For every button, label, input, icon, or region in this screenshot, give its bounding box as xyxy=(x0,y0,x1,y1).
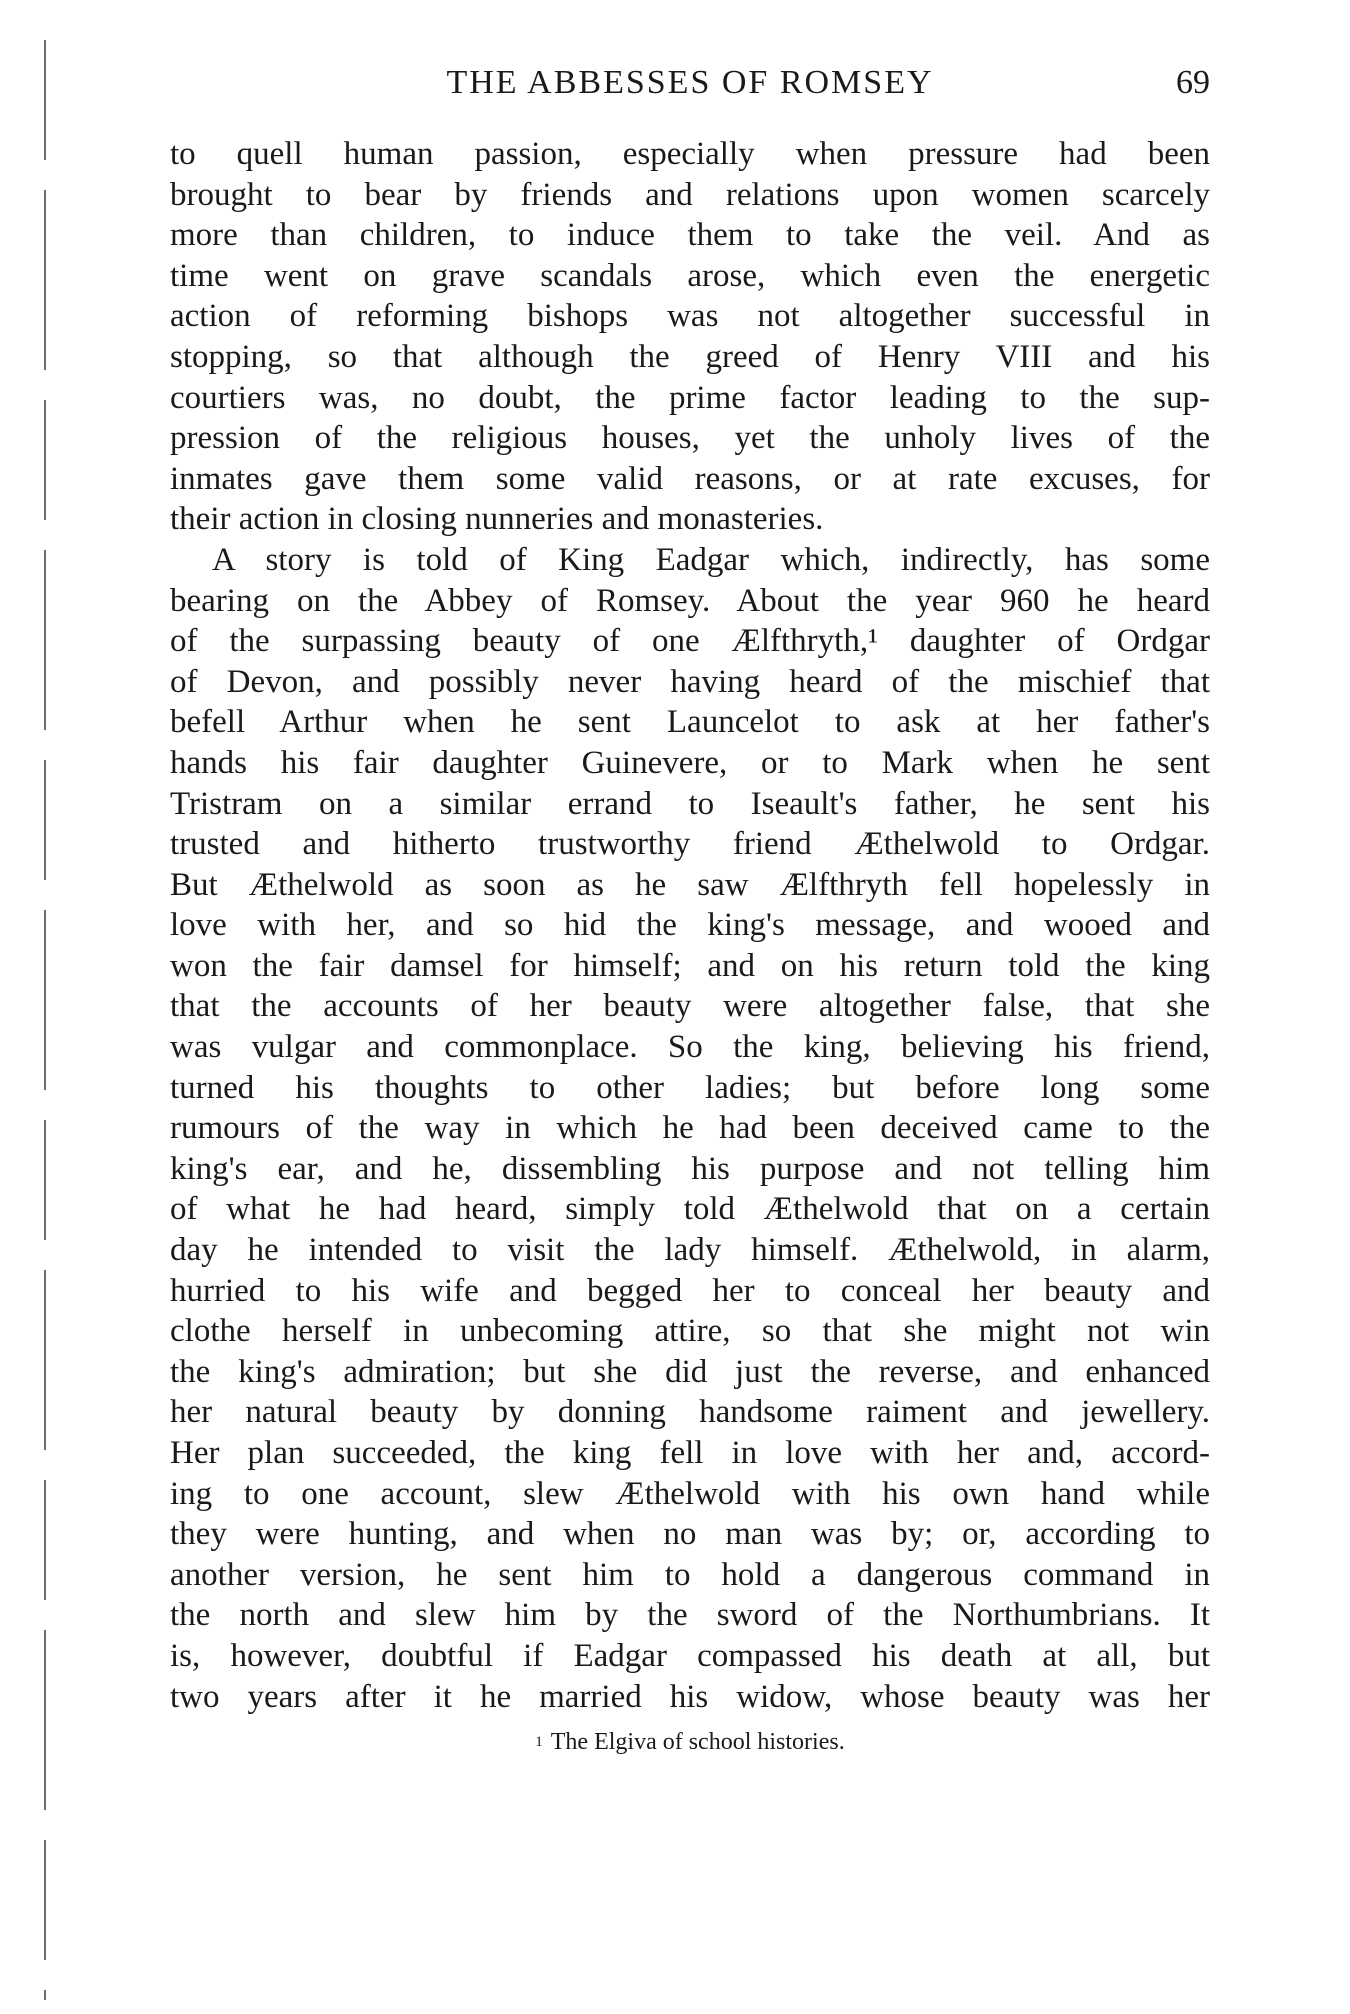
text-line: pression of the religious houses, yet the unholy lives of the xyxy=(170,420,1210,457)
text-line: love with her, and so hid the king's message, and wooed and xyxy=(170,907,1210,944)
page-number: 69 xyxy=(1176,64,1210,101)
text-line: the king's admiration; but she did just the reverse, and enhanced xyxy=(170,1353,1210,1390)
text-line: of what he had heard, simply told Æthelwold that on a certain xyxy=(170,1191,1210,1228)
text-line: to quell human passion, especially when pressure had been xyxy=(170,136,1210,172)
text-line: two years after it he married his widow, whose beauty was her xyxy=(170,1678,1210,1715)
footnote-text: The Elgiva of school histories. xyxy=(550,1729,845,1755)
text-line: day he intended to visit the lady himself. Æthelwold, in alarm, xyxy=(170,1232,1210,1269)
running-title: THE ABBESSES OF ROMSEY xyxy=(446,64,934,101)
text-line: trusted and hitherto trustworthy friend Æthelwold to Ordgar. xyxy=(170,826,1210,863)
text-line: of Devon, and possibly never having heard of the mischief that xyxy=(170,663,1210,700)
text-line: that the accounts of her beauty were altogether false, that she xyxy=(170,988,1210,1025)
text-line: But Æthelwold as soon as he saw Ælfthryth fell hopelessly in xyxy=(170,866,1210,903)
text-line: ing to one account, slew Æthelwold with his own hand while xyxy=(170,1475,1210,1512)
text-line: turned his thoughts to other ladies; but before long some xyxy=(170,1069,1210,1106)
text-line: the north and slew him by the sword of the Northumbrians. It xyxy=(170,1597,1210,1634)
paragraph-start-line: A story is told of King Eadgar which, indirectly, has some xyxy=(212,541,1210,578)
text-line: of the surpassing beauty of one Ælfthryth,¹ daughter of Ordgar xyxy=(170,623,1210,660)
text-line: hands his fair daughter Guinevere, or to Mark when he sent xyxy=(170,744,1210,781)
footnote xyxy=(170,1725,1210,1759)
text-line: they were hunting, and when no man was by; or, according to xyxy=(170,1516,1210,1553)
text-line: brought to bear by friends and relations upon women scarcely xyxy=(170,176,1210,213)
text-line: stopping, so that although the greed of Henry VIII and his xyxy=(170,338,1210,375)
text-line: clothe herself in unbecoming attire, so that she might not win xyxy=(170,1313,1210,1350)
text-line: Her plan succeeded, the king fell in love with her and, accord- xyxy=(170,1435,1210,1471)
text-line: action of reforming bishops was not altogether successful in xyxy=(170,298,1210,335)
text-line: inmates gave them some valid reasons, or at rate excuses, for xyxy=(170,460,1210,497)
scan-gutter-line xyxy=(44,40,46,2000)
running-header xyxy=(170,58,1210,108)
text-line: bearing on the Abbey of Romsey. About the year 960 he heard xyxy=(170,582,1210,619)
paragraph-end-line: their action in closing nunneries and monasteries. xyxy=(170,501,824,538)
body-text xyxy=(170,134,1210,1717)
text-line: another version, he sent him to hold a dangerous command in xyxy=(170,1556,1210,1593)
text-line: is, however, doubtful if Eadgar compassed his death at all, but xyxy=(170,1637,1210,1674)
text-line: was vulgar and commonplace. So the king, believing his friend, xyxy=(170,1029,1210,1066)
text-line: courtiers was, no doubt, the prime factor leading to the sup- xyxy=(170,379,1210,416)
text-line: time went on grave scandals arose, which even the energetic xyxy=(170,257,1210,294)
text-line: befell Arthur when he sent Launcelot to ask at her father's xyxy=(170,704,1210,741)
text-line: won the fair damsel for himself; and on his return told the king xyxy=(170,947,1210,984)
text-line: king's ear, and he, dissembling his purpose and not telling him xyxy=(170,1150,1210,1187)
text-line: more than children, to induce them to take the veil. And as xyxy=(170,217,1210,254)
text-line: Tristram on a similar errand to Iseault's father, he sent his xyxy=(170,785,1210,822)
text-line: rumours of the way in which he had been deceived came to the xyxy=(170,1110,1210,1147)
text-line: her natural beauty by donning handsome raiment and jewellery. xyxy=(170,1394,1210,1431)
text-line: hurried to his wife and begged her to conceal her beauty and xyxy=(170,1272,1210,1309)
footnote-marker: 1 xyxy=(535,1734,543,1750)
